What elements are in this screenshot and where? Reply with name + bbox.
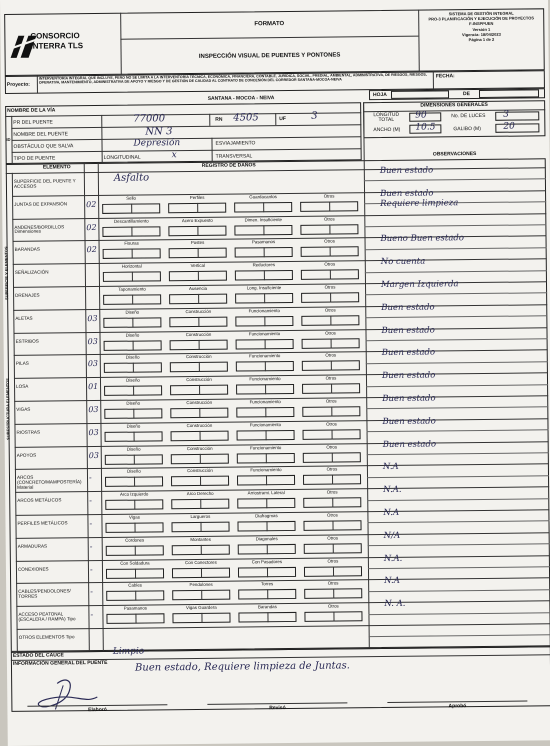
damage-option-label: Otros xyxy=(325,352,337,359)
damage-option-label: Funcionamiento xyxy=(249,421,282,428)
form-format: FORMATO xyxy=(254,21,285,28)
checkbox-divider xyxy=(132,272,133,282)
row-observation: Buen estado xyxy=(382,439,437,450)
damage-option-label: Reductores xyxy=(252,262,276,268)
damage-option-label: Montantes xyxy=(190,536,211,542)
row-code: 02 xyxy=(86,245,97,255)
checkbox-divider xyxy=(266,430,267,440)
reviso-label: Revisó xyxy=(269,705,286,712)
row-observation: N.A. xyxy=(383,553,403,564)
logo xyxy=(8,27,118,64)
damage-option-label: Otros xyxy=(324,261,336,267)
row-code: - xyxy=(88,473,92,483)
checkbox-divider xyxy=(267,590,268,600)
damage-option-label: Cables xyxy=(128,582,142,589)
obstaculo-value: Depresión xyxy=(133,138,181,149)
checkbox-divider xyxy=(198,271,199,281)
esviajamiento-label: ESVIAJAMIENTO xyxy=(215,140,256,147)
damage-option-label: Long. Insuficiente xyxy=(246,285,282,291)
row-code: - xyxy=(89,496,92,506)
checkbox-divider xyxy=(263,225,264,235)
row-element-name: PILAS xyxy=(15,361,29,367)
damage-option-label: Otros xyxy=(326,444,338,450)
checkbox-divider xyxy=(332,429,333,439)
checkbox-divider xyxy=(134,500,135,510)
checkbox-divider xyxy=(201,613,202,623)
checkbox-divider xyxy=(131,203,132,213)
damage-option-label: Diseño xyxy=(125,354,140,361)
row-observation: Margen Izquierda xyxy=(380,279,459,291)
damage-option-label: Diagonales xyxy=(255,535,278,542)
side-sub-label: SUBESTRUCTURA ELEMENTOS xyxy=(4,378,11,440)
row-code: - xyxy=(89,564,93,574)
damage-option-label: Vigas xyxy=(128,514,140,520)
checkbox-divider xyxy=(267,612,268,622)
checkbox-divider xyxy=(201,568,202,578)
row-code: 02 xyxy=(86,222,97,232)
row-code: - xyxy=(89,541,93,551)
row-element-name: ARMADURAS xyxy=(17,543,48,549)
checkbox-divider xyxy=(198,294,199,304)
checkbox-divider xyxy=(133,386,134,396)
damage-option-label: Funcionamiento xyxy=(249,353,281,359)
checkbox-divider xyxy=(200,431,201,441)
damage-option-label: Fisuras xyxy=(124,240,139,247)
transversal-label: TRANSVERSAL xyxy=(215,153,253,160)
rn-label: RN xyxy=(215,116,223,123)
damage-option-label: Diseño xyxy=(126,377,140,383)
damage-option-label: Diseño xyxy=(125,332,140,338)
damage-option-label: Otros xyxy=(325,375,337,381)
project-text: INTERVENTORÍA INTEGRAL QUE INCLUYE, PERO NO SE LIMITA A LA INTERVENTORÍA TÉCNICA, ECONÓMICA, FINANCIERA, CONTABLE, JURÍDICA, SOCIAL, PREDIAL, AMBIENTAL, ADMINISTRATIVA, DE RIESGOS, RIESGOS, OPERATIVA, MANTENIMIENTO, ADMINISTRATIVA DE APOYO Y RIESGO Y DE GESTIÓN DE CALIDAD AL CONTRATO DE CONCESIÓN DEL CORREDOR SANTANA-MOCOA-NEIVA xyxy=(38,72,427,85)
checkbox-divider xyxy=(263,202,264,212)
damage-option-label: Descantillamiento xyxy=(113,218,149,224)
damage-option-label: Cordones xyxy=(125,537,145,543)
damage-option-label: Arriostrami. Lateral xyxy=(247,490,285,496)
row-element-name: ACCESO PEATONAL (ESCALERA / RAMPA) Tipo xyxy=(18,611,76,622)
checkbox-divider xyxy=(264,270,265,280)
damage-option-label: Barandas xyxy=(257,604,277,610)
hoja-label: HOJA xyxy=(372,91,387,99)
checkbox-divider xyxy=(200,522,201,532)
row-element-name: OTROS ELEMENTOS Tipo xyxy=(18,634,75,640)
damage-option-label: Funcionamiento xyxy=(250,444,282,450)
damage-option-label: Funcionamiento xyxy=(250,467,282,473)
longitudinal-label: LONGITUDINAL xyxy=(103,154,141,161)
row-element-name: JUNTAS DE EXPANSIÓN xyxy=(14,201,68,207)
row-observation: N.A xyxy=(383,507,400,519)
damage-option-label: Otros xyxy=(324,307,336,313)
galibo-field[interactable] xyxy=(495,123,539,132)
row-element-name: ARCOS METÁLICOS xyxy=(17,497,62,504)
checkbox-divider xyxy=(199,385,200,395)
luces-label: No. DE LUCES xyxy=(451,112,486,120)
checkbox-divider xyxy=(332,452,333,462)
damage-option-label: Funcionamiento xyxy=(248,307,280,314)
project-label: Proyecto: xyxy=(6,81,30,88)
row-element-name: PERFILES METÁLICOS xyxy=(17,520,68,526)
checkbox-divider xyxy=(135,568,136,578)
row-element-name: ESTRIBOS xyxy=(15,338,39,344)
checkbox-divider xyxy=(264,248,265,258)
row-element-name: BARANDAS xyxy=(14,246,40,253)
checkbox-divider xyxy=(199,362,200,372)
damage-option-label: Construcción xyxy=(185,308,212,314)
damage-option-label: Construcción xyxy=(186,376,212,383)
damage-option-label: Funcionamiento xyxy=(249,399,281,405)
checkbox-divider xyxy=(266,476,267,486)
damage-option-label: Arco Derecho xyxy=(186,490,214,497)
checkbox-divider xyxy=(133,363,134,373)
checkbox-divider xyxy=(265,362,266,372)
col-obs: OBSERVACIONES xyxy=(432,151,477,158)
checkbox-divider xyxy=(198,248,199,258)
row-code: - xyxy=(89,519,93,529)
damage-option-label: Construcción xyxy=(185,354,212,360)
damage-option-label: Ausencia xyxy=(188,285,208,292)
row-element-name: VIGAS xyxy=(16,406,31,412)
id-row-tipo: TIPO DE PUENTE xyxy=(13,155,56,162)
system-info: SISTEMA DE GESTIÓN INTEGRAL PRO-3 PLANIFICACIÓN Y EJECUCIÓN DE PROYECTOS F-INSPPUEN Versión 1 Vigencia: 18/04/2023 Página 1 de 2 xyxy=(428,10,535,43)
checkbox-divider xyxy=(332,498,333,508)
damage-option-label: Otros xyxy=(325,398,337,404)
elaboro-label: Elaboró xyxy=(88,706,107,714)
checkbox-divider xyxy=(134,523,135,533)
damage-option-label: Diseño xyxy=(126,423,141,429)
row-code: 03 xyxy=(88,450,100,460)
damage-option-label: Otros xyxy=(326,421,337,427)
damage-option-label: Sello xyxy=(126,195,136,201)
checkbox-divider xyxy=(131,226,132,236)
damage-option-label: Construcción xyxy=(187,468,213,474)
checkbox-divider xyxy=(200,476,201,486)
damage-option-label: Otros xyxy=(323,216,335,222)
checkbox-divider xyxy=(201,590,202,600)
checkbox-divider xyxy=(197,203,198,213)
estado-cauce-label: ESTADO DEL CAUCE xyxy=(12,652,64,659)
longitudinal-mark: x xyxy=(171,150,177,161)
longitud-value: 90 xyxy=(415,110,427,121)
side-super-label: SUPERFICIE Y ELEMENTOS xyxy=(3,246,10,300)
checkbox-divider xyxy=(333,612,334,622)
row-code: - xyxy=(90,610,94,620)
estado-cauce-value: Limpio xyxy=(112,646,145,657)
row-observation: Bueno Buen estado xyxy=(380,233,464,245)
ancho-label: ANCHO (M) xyxy=(373,126,401,134)
damage-option-label: Con Soldadura xyxy=(120,560,150,566)
damage-option-label: Horizontal xyxy=(121,263,142,269)
damage-option-label: Otros xyxy=(325,330,336,336)
via-value: SANTANA - MOCOA - NEIVA xyxy=(207,95,275,102)
row-observation: Buen estado xyxy=(382,393,436,405)
damage-option-label: Arco Izquierdo xyxy=(120,491,149,497)
damage-option-label: Vertical xyxy=(190,263,206,269)
superficie-hand: Asfalto xyxy=(113,172,150,184)
damage-option-label: Torres xyxy=(260,581,274,587)
info-general-value: Buen estado, Requiere limpieza de Juntas. xyxy=(134,660,350,674)
form-title: INSPECCIÓN VISUAL DE PUENTES Y PONTONES xyxy=(198,52,341,60)
damage-option-label: Diseño xyxy=(126,400,141,406)
damage-option-label: Otros xyxy=(327,535,339,541)
row-observation: Buen estado xyxy=(381,347,436,359)
galibo-label: GALIBO (M) xyxy=(453,125,481,133)
damage-option-label: Funcionamiento xyxy=(248,330,281,337)
longitud-label: LONGITUD TOTAL xyxy=(373,111,400,124)
checkbox-divider xyxy=(133,340,134,350)
checkbox-divider xyxy=(265,339,266,349)
checkbox-divider xyxy=(132,295,133,305)
checkbox-divider xyxy=(331,407,332,417)
checkbox-divider xyxy=(199,340,200,350)
checkbox-divider xyxy=(329,201,330,211)
checkbox-divider xyxy=(265,407,266,417)
row-element-name: ALETAS xyxy=(15,315,33,321)
row-code: - xyxy=(90,587,93,597)
checkbox-divider xyxy=(198,317,199,327)
id-row-nombre: NOMBRE DEL PUENTE xyxy=(13,131,68,138)
damage-option-label: Acero Expuesto xyxy=(181,217,213,223)
damage-option-label: Otros xyxy=(327,558,339,564)
damage-option-label: Con Pasadores xyxy=(251,558,283,564)
id-row-obstaculo: OBSTÁCULO QUE SALVA xyxy=(13,143,74,150)
row-code: 03 xyxy=(87,359,99,369)
row-element-name: APOYOS xyxy=(16,452,37,458)
checkbox-divider xyxy=(329,224,330,234)
row-observation: Buen estado xyxy=(379,165,434,177)
damage-option-label: Con Conectores xyxy=(184,559,217,565)
row-code: 02 xyxy=(86,199,97,209)
damage-option-label: Otros xyxy=(327,603,339,609)
checkbox-divider xyxy=(333,543,334,553)
damage-option-label: Diafragmas xyxy=(255,513,278,519)
checkbox-divider xyxy=(134,431,135,441)
ancho-value: 10.5 xyxy=(415,122,436,133)
checkbox-divider xyxy=(266,521,267,531)
checkbox-divider xyxy=(266,498,267,508)
damage-option-label: Construcción xyxy=(185,331,212,337)
row-code: 03 xyxy=(87,336,98,346)
checkbox-divider xyxy=(331,338,332,348)
checkbox-divider xyxy=(132,317,133,327)
row-element-name: CABLES/PENDOLONES/ TORRES xyxy=(18,588,71,600)
row-observation: Buen estado xyxy=(382,416,436,427)
row-observation: N.A. xyxy=(383,485,402,496)
checkbox-divider xyxy=(135,545,136,555)
damage-option-label: Construcción xyxy=(186,399,213,406)
uf-value: 3 xyxy=(311,110,318,122)
id-row-pr: PR DEL PUENTE xyxy=(13,119,53,126)
damage-option-label: Largueros xyxy=(190,513,211,520)
checkbox-divider xyxy=(267,567,268,577)
aprobo-label: Aprobó xyxy=(448,703,467,710)
checkbox-divider xyxy=(333,566,334,576)
checkbox-divider xyxy=(330,315,331,325)
damage-option-label: Otros xyxy=(327,512,338,518)
row-observation: N. A. xyxy=(384,598,406,610)
row-code: 03 xyxy=(88,427,99,437)
row-element-name: SEÑALIZACIÓN xyxy=(14,269,49,276)
uf-label: UF xyxy=(279,116,286,123)
checkbox-divider xyxy=(332,475,333,485)
damage-option-label: Perfiles xyxy=(189,194,205,200)
checkbox-divider xyxy=(135,614,136,624)
checkbox-divider xyxy=(132,249,133,259)
luces-value: 3 xyxy=(503,109,510,120)
damage-option-label: Diseño xyxy=(126,446,141,452)
checkbox-divider xyxy=(330,247,331,257)
col-registro: REGISTRO DE DAÑOS xyxy=(201,162,256,169)
checkbox-divider xyxy=(330,293,331,303)
row-observation: N.A xyxy=(384,576,400,587)
row-observation: Buen estado Requiere limpieza xyxy=(379,188,459,209)
damage-option-label: Otros xyxy=(326,489,338,495)
nombre-value: NN 3 xyxy=(145,126,173,138)
checkbox-divider xyxy=(331,361,332,371)
row-code: 03 xyxy=(87,313,98,323)
damage-option-label: Vigas Guardera xyxy=(186,604,217,611)
damage-option-label: Diseño xyxy=(125,309,140,315)
checkbox-divider xyxy=(134,454,135,464)
checkbox-divider xyxy=(333,589,334,599)
damage-option-label: Pendolones xyxy=(189,582,213,588)
checkbox-divider xyxy=(265,384,266,394)
row-code: 03 xyxy=(88,404,99,415)
row-observation: N.A xyxy=(382,462,399,473)
damage-option-label: Taponamiento xyxy=(118,286,146,292)
checkbox-divider xyxy=(332,521,333,531)
de-label: DE xyxy=(462,91,470,98)
damage-option-label: Pasamanos xyxy=(251,239,276,245)
row-element-name: CONEXIONES xyxy=(17,566,49,572)
row-observation: No cuenta xyxy=(380,256,426,268)
row-observation: N/A xyxy=(383,530,401,541)
damage-option-label: Otros xyxy=(327,580,339,586)
damage-option-label: Otros xyxy=(323,193,335,199)
row-element-name: DRENAJES xyxy=(15,292,40,298)
row-code: 01 xyxy=(88,382,99,392)
id-side-label: ID xyxy=(6,136,11,142)
damage-option-label: Guardacantos xyxy=(249,193,277,200)
damage-option-label: Postes xyxy=(190,240,205,246)
checkbox-divider xyxy=(135,591,136,601)
checkbox-divider xyxy=(201,545,202,555)
damage-option-label: Construcción xyxy=(186,422,213,428)
damage-option-label: Otros xyxy=(326,466,338,472)
damage-option-label: Dimen. Insuficiente xyxy=(244,216,283,223)
logo-name: CONSORCIO INTERRA TLS xyxy=(30,31,84,51)
checkbox-divider xyxy=(199,408,200,418)
via-label: NOMBRE DE LA VÍA xyxy=(7,107,56,114)
checkbox-divider xyxy=(264,316,265,326)
fecha-label: FECHA: xyxy=(435,73,455,80)
info-general-label: INFORMACIÓN GENERAL DEL PUENTE xyxy=(12,659,108,667)
row-observation: Buen estado xyxy=(381,302,435,313)
hoja-field[interactable] xyxy=(391,90,449,99)
checkbox-divider xyxy=(200,499,201,509)
checkbox-divider xyxy=(133,409,134,419)
damage-option-label: Construcción xyxy=(186,445,213,451)
row-element-name: ARCOS (CONCRETO/MAMPOSTERÍA) Material xyxy=(16,475,82,490)
row-element-name: ANDENES/BORDILLOS Dimensiones xyxy=(14,223,65,235)
row-element-name: SUPERFICIE DEL PUENTE Y ACCESOS xyxy=(13,178,76,189)
row-element-name: LOSA xyxy=(16,383,29,390)
checkbox-divider xyxy=(331,384,332,394)
checkbox-divider xyxy=(267,544,268,554)
checkbox-divider xyxy=(197,226,198,236)
row-element-name: RIOSTRAS xyxy=(16,429,41,435)
dims-title: DIMENSIONES GENERALES xyxy=(420,101,488,109)
col-elemento: ELEMENTO xyxy=(42,164,71,171)
damage-option-label: Funcionamiento xyxy=(249,376,281,382)
row-observation: Buen estado xyxy=(381,325,435,336)
pr-value: 77000 xyxy=(133,113,166,125)
rn-value: 4505 xyxy=(233,112,259,124)
galibo-value: 20 xyxy=(503,121,515,132)
damage-option-label: Otros xyxy=(324,284,336,290)
row-observation: Buen estado xyxy=(381,370,436,382)
damage-option-label: Otros xyxy=(324,238,335,245)
checkbox-divider xyxy=(330,270,331,280)
checkbox-divider xyxy=(264,293,265,303)
luces-field[interactable] xyxy=(495,111,539,120)
de-field[interactable] xyxy=(479,89,539,98)
damage-option-label: Diseño xyxy=(127,468,141,475)
checkbox-divider xyxy=(134,477,135,487)
checkbox-divider xyxy=(266,453,267,463)
checkbox-divider xyxy=(200,454,201,464)
damage-option-label: Pasamanos xyxy=(123,605,147,611)
